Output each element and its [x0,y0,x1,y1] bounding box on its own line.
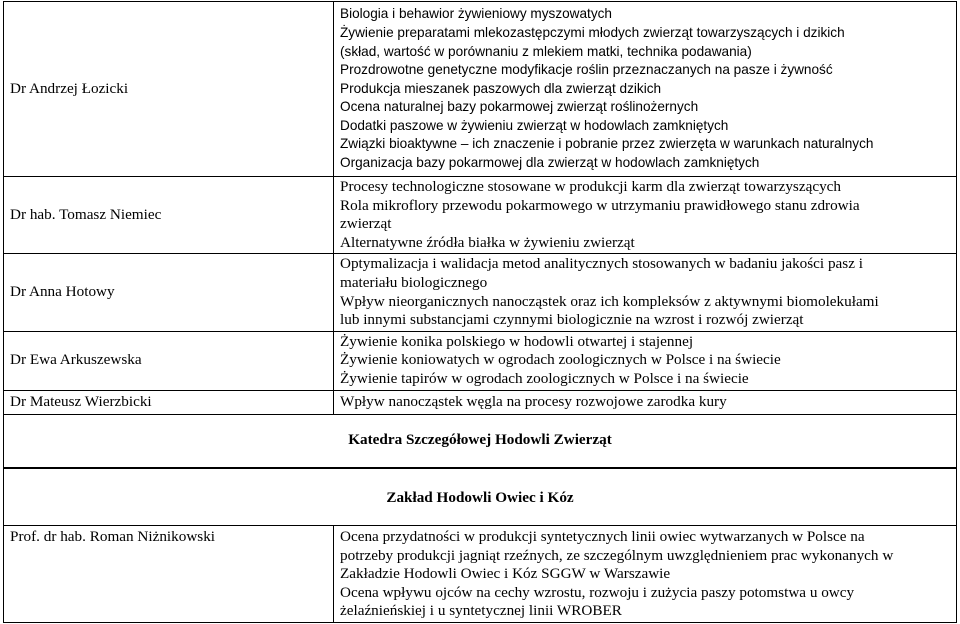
topic-line: Wpływ nanocząstek węgla na procesy rozwojowe zarodka kury [340,392,727,410]
topic-line: Organizacja bazy pokarmowej dla zwierząt w hodowlach zamkniętych [340,155,760,171]
topic-line: żelaźnieńskiej i u syntetycznej linii WROBER [340,602,622,620]
department-title: Katedra Szczegółowej Hodowli Zwierząt [348,431,612,448]
topic-line: Ocena przydatności w produkcji syntetycznych linii owiec wytwarzanych w Polsce na [340,528,865,545]
table-row [4,254,957,331]
topic-line: Ocena wpływu ojców na cechy wzrostu, rozwoju i zużycia paszy potomstwa u owcy [340,583,855,601]
topic-line: Związki bioaktywne – ich znaczenie i pobranie przez zwierzęta w warunkach naturalnych [340,136,874,152]
topic-line: Alternatywne źródła białka w żywieniu zwierząt [340,233,635,251]
researcher-name: Dr Andrzej Łozicki [4,2,334,177]
topic-line: Żywienie konika polskiego w hodowli otwartej i stajennej [340,332,694,350]
topic-line: Żywienie koniowatych w ogrodach zoologicznych w Polsce i na świecie [340,351,781,369]
researcher-name: Prof. dr hab. Roman Niżnikowski [4,526,334,623]
topic-line: Prozdrowotne genetyczne modyfikacje roślin przeznaczanych na pasze i żywność [340,62,833,78]
topic-line: lub innymi substancjami czynnymi biologicznie na wzrost i rozwój zwierząt [340,311,804,329]
table-row [4,331,957,390]
topic-line: potrzeby produkcji jagniąt rzeźnych, ze szczególnym uwzględnieniem prac wykonanych w [340,546,894,564]
researcher-name: Dr Anna Hotowy [4,254,334,331]
table-row [4,526,957,623]
topic-line: Zakładzie Hodowli Owiec i Kóz SGGW w Warszawie [340,565,671,583]
topics-cell [334,526,957,623]
table-row [4,2,957,177]
researcher-name: Dr Ewa Arkuszewska [4,331,334,390]
topic-line: Procesy technologiczne stosowane w produkcji karm dla zwierząt towarzyszących [340,178,841,195]
researcher-name: Dr Mateusz Wierzbicki [4,390,334,414]
topic-line: Żywienie tapirów w ogrodach zoologicznych w Polsce i na świecie [340,369,749,387]
topics-cell [334,177,957,254]
table-row [4,177,957,254]
topics-cell [334,254,957,331]
department-header [3,410,957,468]
unit-header [3,468,957,525]
unit-topics-table [3,525,957,623]
researcher-name: Dr hab. Tomasz Niemiec [4,177,334,254]
topic-line: (skład, wartość w porównaniu z mlekiem matki, technika podawania) [340,43,752,59]
topic-line: Optymalizacja i walidacja metod analitycznych stosowanych w badaniu jakości pasz i [340,255,863,273]
topic-line: Produkcja mieszanek paszowych dla zwierząt dzikich [340,80,662,96]
unit-title: Zakład Hodowli Owiec i Kóz [386,489,574,506]
topics-table [3,1,957,415]
topic-line: materiału biologicznego [340,273,488,291]
topic-line: zwierząt [340,215,392,233]
topics-cell [334,2,957,177]
topic-line: Ocena naturalnej bazy pokarmowej zwierząt roślinożernych [340,99,699,115]
topics-cell [334,331,957,390]
topic-line: Wpływ nieorganicznych nanocząstek oraz ich kompleksów z aktywnymi biomolekułami [340,292,879,310]
topic-line: Biologia i behawior żywieniowy myszowatych [340,6,612,22]
topic-line: Rola mikroflory przewodu pokarmowego w utrzymaniu prawidłowego stanu zdrowia [340,196,860,214]
topic-line: Żywienie preparatami mlekozastępczymi młodych zwierząt towarzyszących i dzikich [340,24,845,40]
topic-line: Dodatki paszowe w żywieniu zwierząt w hodowlach zamkniętych [340,117,729,133]
